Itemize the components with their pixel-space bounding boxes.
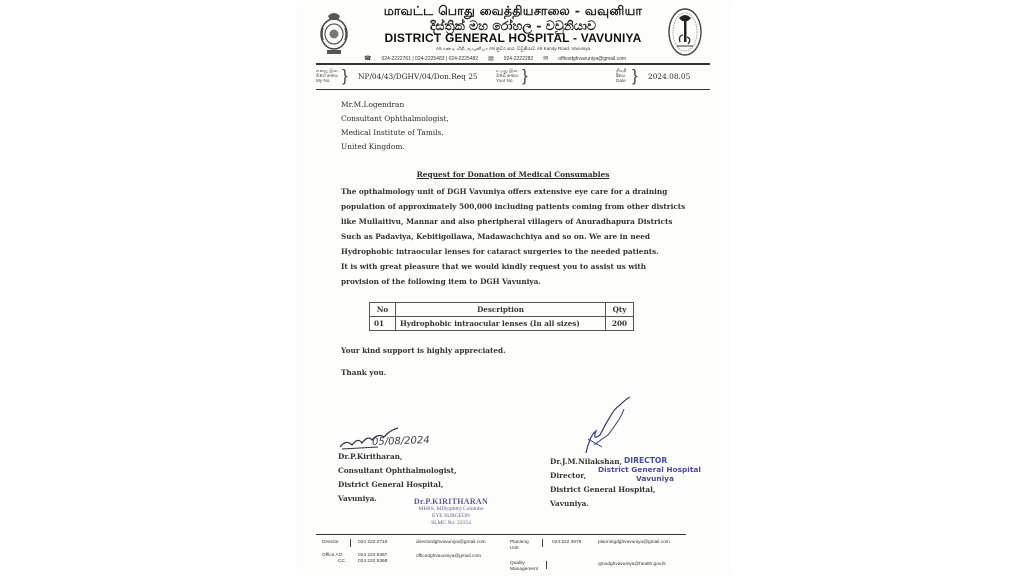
body-line: It is with great pleasure that we would kindly request you to assist us with <box>341 262 647 271</box>
letter-footer <box>316 534 716 576</box>
letter-subject: Request for Donation of Medical Consumables <box>416 170 610 179</box>
header-description: Description <box>396 303 606 317</box>
stamp-line: SLMC No: 22154 <box>431 520 471 526</box>
reference-divider <box>316 89 710 90</box>
email-address: officedghvavuniya@gmail.com <box>558 55 627 62</box>
body-line: Hydrophobic intraocular lenses for cataract surgeries to the needed patients. <box>341 247 659 256</box>
quality-label: Quality Management <box>510 561 538 572</box>
office-phone-1: 024 222 5367 <box>358 553 388 558</box>
fax-icon: ▤ <box>488 56 494 62</box>
hospital-name-tamil: மாவட்ட பொது வைத்தியசாலை - வவுனியா <box>383 3 643 18</box>
stamp-line: DIRECTOR <box>624 456 668 465</box>
stamp-line: MBBS, MD(ophth) Colombo <box>418 506 484 512</box>
recipient-line: Medical Institute of Tamils. <box>341 128 444 137</box>
planning-label: Planning Unit <box>510 540 529 551</box>
quality-email: qmudghvavuniya@health.gov.lk <box>598 562 666 567</box>
hospital-name-english: DISTRICT GENERAL HOSPITAL - VAVUNIYA <box>384 31 642 45</box>
director-phone: 024 222 2715 <box>358 540 388 545</box>
signatory-line: Vavuniya. <box>550 499 589 508</box>
signatory-line: District General Hospital, <box>550 485 656 494</box>
cell-qty: 200 <box>606 317 634 331</box>
office-email: officedghvavuniya@gmail.com <box>416 554 482 559</box>
email-icon: ✉ <box>543 56 549 62</box>
signatory-line: Director, <box>550 471 587 480</box>
doctor-stamp <box>396 497 506 527</box>
table-row <box>370 317 634 331</box>
appreciation-text: Your kind support is highly appreciated. <box>341 346 506 355</box>
separator <box>542 539 543 547</box>
recipient-address <box>341 98 449 154</box>
phone-icon: ☎ <box>364 56 372 62</box>
signature-block-left <box>338 425 498 530</box>
director-label: Director <box>322 540 339 545</box>
brace: } <box>522 66 528 85</box>
thank-you-text: Thank you. <box>341 368 387 377</box>
letterhead <box>298 0 728 62</box>
separator <box>546 561 547 569</box>
letter-body <box>341 184 686 289</box>
reference-row <box>316 66 710 88</box>
handwritten-date: 05/08/2024 <box>371 434 430 449</box>
fax-number: 024-2222282 <box>503 55 534 62</box>
stamp-line: EYE SURGEON <box>431 513 471 519</box>
cell-no: 01 <box>370 317 396 331</box>
hospital-address: A9 கண்டி வீதி, வவுனியா A9 නුවර පාර, වවුනියාව A9 Kandy Road, Vavuniya <box>435 46 591 51</box>
office-cc-label: CC <box>338 559 345 564</box>
header-no: No <box>370 303 396 317</box>
planning-phone: 024 222 3676 <box>552 540 582 545</box>
recipient-line: Consultant Ophthalmologist, <box>341 114 449 123</box>
signatory-line: Consultant Ophthalmologist, <box>338 466 457 475</box>
body-line: provision of the following item to DGH Vavuniya. <box>341 277 541 286</box>
signatory-line: Dr.J.M.Nilakshan, <box>550 457 623 466</box>
date-label: திகதி දිනය Date <box>616 68 627 83</box>
body-line: Such as Padaviya, Kebitigollawa, Madawachchiya and so on. We are in need <box>341 232 651 241</box>
planning-email: planningdghvavuniya@gmail.com <box>598 540 670 545</box>
hospital-name-sinhala: දිස්ත්‍රික් මහ රෝහල - වවුනියාව <box>429 18 597 33</box>
brace: } <box>632 66 638 85</box>
stamp-line: Vavuniya <box>636 474 674 483</box>
recipient-line: United Kingdom. <box>341 142 405 151</box>
footer-divider <box>316 534 686 535</box>
director-email: directordghvavuniya@gmail.com <box>416 540 486 545</box>
letter-date: 2024.08.05 <box>648 72 691 81</box>
signatory-line: District General Hospital, <box>338 480 444 489</box>
cell-description: Hydrophobic intraocular lenses (In all sizes) <box>396 317 606 331</box>
header-qty: Qty <box>606 303 634 317</box>
body-line: like Mullaitivu, Mannar and also pheripheral villagers of Anuradhapura Districts <box>341 217 673 226</box>
signature-block-right <box>550 395 720 508</box>
office-label: Office AO <box>322 553 343 558</box>
header-divider <box>316 63 710 65</box>
director-signature-scribble <box>580 395 640 457</box>
body-line: population of approximately 500,000 including patients coming from other districts <box>341 202 686 211</box>
signatory-line: Dr.P.Kiritharan, <box>338 452 403 461</box>
recipient-line: Mr.M.Logendran <box>341 100 405 109</box>
office-phone-2: 024 222 5368 <box>358 559 388 564</box>
letter-page <box>298 0 728 576</box>
stamp-line: Dr.P.KIRITHARAN <box>413 497 489 506</box>
my-reference-number: NP/04/43/DGHV/04/Don.Req 25 <box>358 72 478 81</box>
hospital-emblem-icon <box>666 6 704 58</box>
phone-numbers: 024-2222761 | 024-2225483 | 024-2225482 <box>381 55 479 62</box>
table-header-row <box>370 303 634 317</box>
separator <box>350 539 351 547</box>
my-no-label: எனது இல. මගේ අංකය My No. <box>316 68 339 83</box>
hospital-contacts <box>364 55 694 62</box>
brace: } <box>342 66 348 85</box>
signatory-line: Vavuniya. <box>338 494 377 503</box>
stamp-line: District General Hospital <box>598 465 701 474</box>
body-line: The opthalmology unit of DGH Vavuniya offers extensive eye care for a draining <box>341 187 668 196</box>
your-no-label: உமது இல. ඔබේ අංකය Your No. <box>496 68 519 83</box>
items-table <box>369 302 634 331</box>
